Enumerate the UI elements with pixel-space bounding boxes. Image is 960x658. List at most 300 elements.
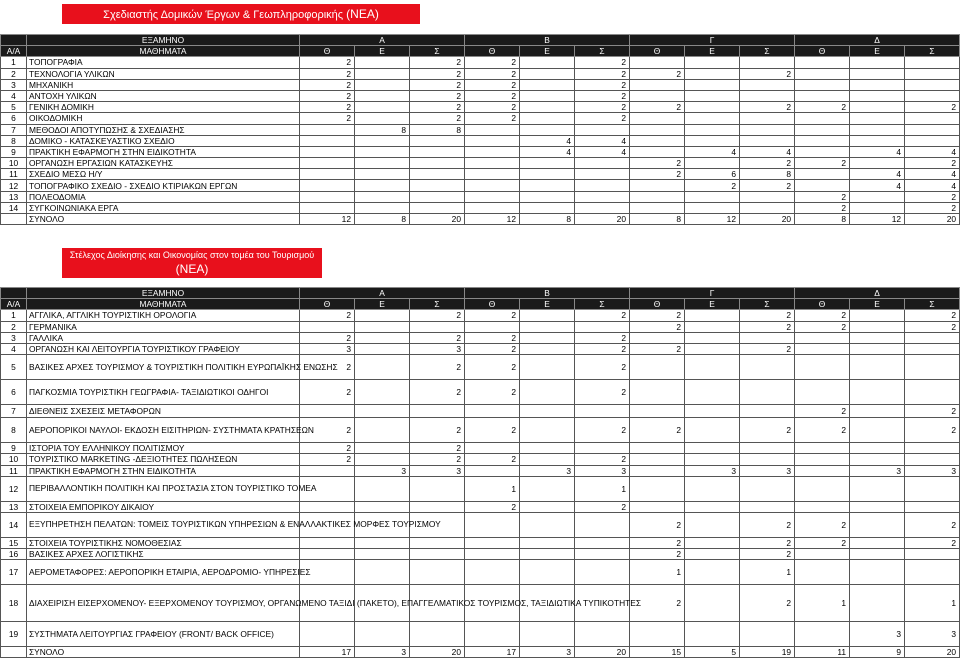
- subject-name: ΑΕΡΟΜΕΤΑΦΟΡΕΣ: ΑΕΡΟΠΟΡΙΚΗ ΕΤΑΙΡΙΑ, ΑΕΡΟΔΡΟΜΙΟ- ΥΠΗΡΕΣΙΕΣ: [27, 560, 300, 585]
- hours-cell: 2: [795, 191, 850, 202]
- subject-name: ΣΥΣΤΗΜΑΤΑ ΛΕΙΤΟΥΡΓΙΑΣ ΓΡΑΦΕΙΟΥ (FRONT/ BACK OFFICE): [27, 622, 300, 647]
- hours-cell: [850, 585, 905, 622]
- table-2-body: [1, 288, 960, 658]
- table-row: [1, 465, 960, 476]
- hours-cell: [355, 57, 410, 68]
- hours-cell: [850, 343, 905, 354]
- hours-cell: [465, 622, 520, 647]
- header-hours-type: Θ: [300, 299, 355, 310]
- hours-cell: [465, 135, 520, 146]
- hours-cell: [795, 560, 850, 585]
- subject-name: ΠΕΡΙΒΑΛΛΟΝΤΙΚΗ ΠΟΛΙΤΙΚΗ ΚΑΙ ΠΡΟΣΤΑΣΙΑ ΣΤΟΝ ΤΟΥΡΙΣΤΙΚΟ ΤΟΜΕΑ: [27, 476, 300, 501]
- header-hours-type: Θ: [795, 46, 850, 57]
- hours-cell: [630, 465, 685, 476]
- hours-cell: [520, 454, 575, 465]
- subject-name: ΣΤΟΙΧΕΙΑ ΕΜΠΟΡΙΚΟΥ ΔΙΚΑΙΟΥ: [27, 501, 300, 512]
- hours-cell: 2: [410, 57, 465, 68]
- hours-cell: [850, 57, 905, 68]
- hours-cell: [520, 79, 575, 90]
- hours-cell: [355, 454, 410, 465]
- hours-cell: 2: [905, 158, 960, 169]
- hours-cell: [850, 79, 905, 90]
- hours-cell: [850, 332, 905, 343]
- hours-cell: [465, 180, 520, 191]
- table-row: [1, 158, 960, 169]
- header-hours-type: Σ: [575, 46, 630, 57]
- hours-cell: 1: [630, 560, 685, 585]
- hours-cell: 2: [630, 343, 685, 354]
- hours-cell: [355, 68, 410, 79]
- hours-cell: 4: [575, 135, 630, 146]
- hours-cell: 3: [410, 343, 465, 354]
- hours-cell: 20: [410, 214, 465, 225]
- row-number: 17: [1, 560, 27, 585]
- hours-cell: 2: [740, 343, 795, 354]
- hours-cell: [685, 418, 740, 443]
- subject-name: ΑΝΤΟΧΗ ΥΛΙΚΩΝ: [27, 90, 300, 101]
- header-subjects: ΜΑΘΗΜΑΤΑ: [27, 46, 300, 57]
- hours-cell: [630, 57, 685, 68]
- hours-cell: [740, 405, 795, 418]
- hours-cell: [795, 549, 850, 560]
- hours-cell: [905, 79, 960, 90]
- table-row: [1, 202, 960, 213]
- hours-cell: [795, 113, 850, 124]
- table-row: [1, 57, 960, 68]
- header-aa: Α/Α: [1, 299, 27, 310]
- hours-cell: 2: [905, 321, 960, 332]
- hours-cell: 2: [575, 332, 630, 343]
- header-hours-type: Θ: [465, 299, 520, 310]
- hours-cell: [355, 343, 410, 354]
- hours-cell: [575, 158, 630, 169]
- hours-cell: [740, 380, 795, 405]
- hours-cell: [850, 68, 905, 79]
- header-semester-group: Α: [300, 35, 465, 46]
- hours-cell: [520, 560, 575, 585]
- hours-cell: 2: [740, 158, 795, 169]
- header-semester-group: Α: [300, 288, 465, 299]
- row-number: 14: [1, 202, 27, 213]
- hours-cell: [905, 124, 960, 135]
- hours-cell: [740, 57, 795, 68]
- table-row: [1, 343, 960, 354]
- hours-cell: [410, 169, 465, 180]
- hours-cell: [300, 501, 355, 512]
- hours-cell: [355, 135, 410, 146]
- hours-cell: 20: [905, 647, 960, 658]
- subject-name: ΠΡΑΚΤΙΚΗ ΕΦΑΡΜΟΓΗ ΣΤΗΝ ΕΙΔΙΚΟΤΗΤΑ: [27, 465, 300, 476]
- hours-cell: [355, 405, 410, 418]
- hours-cell: 2: [410, 454, 465, 465]
- hours-cell: 2: [465, 79, 520, 90]
- hours-cell: [850, 512, 905, 537]
- hours-cell: [520, 476, 575, 501]
- hours-cell: [630, 454, 685, 465]
- subject-name: ΙΣΤΟΡΙΑ ΤΟΥ ΕΛΛΗΝΙΚΟΥ ΠΟΛΙΤΙΣΜΟΥ: [27, 443, 300, 454]
- hours-cell: [685, 622, 740, 647]
- hours-cell: 2: [740, 310, 795, 321]
- table-row: [1, 90, 960, 101]
- hours-cell: [465, 537, 520, 548]
- header-hours-type: Ε: [520, 299, 575, 310]
- hours-cell: [355, 418, 410, 443]
- hours-cell: 12: [465, 214, 520, 225]
- hours-cell: [410, 202, 465, 213]
- hours-cell: [630, 135, 685, 146]
- row-number: 4: [1, 90, 27, 101]
- table-row: [1, 191, 960, 202]
- subject-name: ΟΡΓΑΝΩΣΗ ΚΑΙ ΛΕΙΤΟΥΡΓΙΑ ΤΟΥΡΙΣΤΙΚΟΥ ΓΡΑΦΕΙΟΥ: [27, 343, 300, 354]
- hours-cell: [465, 124, 520, 135]
- hours-cell: [685, 501, 740, 512]
- row-number: 8: [1, 135, 27, 146]
- hours-cell: [520, 501, 575, 512]
- hours-cell: 2: [740, 585, 795, 622]
- hours-cell: 2: [410, 90, 465, 101]
- hours-cell: [300, 169, 355, 180]
- hours-cell: [300, 191, 355, 202]
- hours-cell: [410, 622, 465, 647]
- hours-cell: 2: [575, 454, 630, 465]
- table-row: [1, 146, 960, 157]
- program-new-tag-2: (ΝΕΑ): [175, 262, 209, 276]
- hours-cell: 2: [300, 380, 355, 405]
- hours-cell: [355, 202, 410, 213]
- hours-cell: 20: [575, 647, 630, 658]
- hours-cell: [795, 501, 850, 512]
- hours-cell: [465, 560, 520, 585]
- hours-cell: 3: [520, 465, 575, 476]
- row-number: 13: [1, 501, 27, 512]
- row-number: 9: [1, 443, 27, 454]
- hours-cell: 2: [465, 501, 520, 512]
- hours-cell: [685, 57, 740, 68]
- hours-cell: 2: [795, 418, 850, 443]
- program-title-2: Στέλεχος Διοίκησης και Οικονομίας στον τομέα του Τουρισμού: [69, 250, 315, 260]
- program-title-banner-1: [62, 4, 420, 24]
- hours-cell: [520, 57, 575, 68]
- hours-cell: [795, 135, 850, 146]
- hours-cell: [630, 90, 685, 101]
- hours-cell: 12: [850, 214, 905, 225]
- hours-cell: 2: [575, 57, 630, 68]
- hours-cell: [300, 321, 355, 332]
- hours-cell: 3: [355, 465, 410, 476]
- hours-cell: 15: [630, 647, 685, 658]
- hours-cell: [520, 113, 575, 124]
- hours-cell: [520, 321, 575, 332]
- hours-cell: [740, 113, 795, 124]
- hours-cell: [355, 90, 410, 101]
- hours-cell: [300, 124, 355, 135]
- hours-cell: [850, 537, 905, 548]
- hours-cell: [795, 90, 850, 101]
- hours-cell: 2: [410, 332, 465, 343]
- hours-cell: 2: [410, 380, 465, 405]
- hours-cell: [520, 169, 575, 180]
- hours-cell: 2: [795, 405, 850, 418]
- hours-cell: [355, 443, 410, 454]
- subject-name: ΜΕΘΟΔΟΙ ΑΠΟΤΥΠΩΣΗΣ & ΣΧΕΔΙΑΣΗΣ: [27, 124, 300, 135]
- hours-cell: 8: [355, 214, 410, 225]
- hours-cell: 5: [685, 647, 740, 658]
- table-row: [1, 102, 960, 113]
- hours-cell: 2: [795, 537, 850, 548]
- subject-name: ΓΕΡΜΑΝΙΚΑ: [27, 321, 300, 332]
- hours-cell: [850, 476, 905, 501]
- subject-name: ΔΙΑΧΕΙΡΙΣΗ ΕΙΣΕΡΧΟΜΕΝΟΥ- ΕΞΕΡΧΟΜΕΝΟΥ ΤΟΥΡΙΣΜΟΥ, ΟΡΓΑΝΩΜΕΝΟ ΤΑΞΙΔΙ (ΠΑΚΕΤΟ), ΕΠΑΓΓΕΛΜΑΤΙΚΟΣ ΤΟΥΡΙΣΜΟΣ, ΤΑΞΙΔΙΩΤΙΚΑ ΤΥΠΙΚΟΤΗΤΕΣ: [27, 585, 300, 622]
- hours-cell: [465, 465, 520, 476]
- hours-cell: [575, 180, 630, 191]
- curriculum-table-1: [0, 34, 960, 225]
- hours-cell: [795, 146, 850, 157]
- hours-cell: [520, 549, 575, 560]
- hours-cell: 2: [410, 310, 465, 321]
- hours-cell: [740, 622, 795, 647]
- header-row-columns: [1, 299, 960, 310]
- hours-cell: [740, 454, 795, 465]
- hours-cell: [520, 124, 575, 135]
- hours-cell: [300, 158, 355, 169]
- subject-name: ΣΥΓΚΟΙΝΩΝΙΑΚΑ ΕΡΓΑ: [27, 202, 300, 213]
- table-row: [1, 68, 960, 79]
- hours-cell: [355, 169, 410, 180]
- program-title-banner-2: [62, 248, 322, 278]
- hours-cell: [905, 560, 960, 585]
- hours-cell: [630, 124, 685, 135]
- row-number: 1: [1, 310, 27, 321]
- subject-name: ΣΥΝΟΛΟ: [27, 214, 300, 225]
- hours-cell: [740, 355, 795, 380]
- hours-cell: [740, 202, 795, 213]
- header-hours-type: Σ: [740, 46, 795, 57]
- hours-cell: [630, 113, 685, 124]
- hours-cell: [465, 191, 520, 202]
- hours-cell: 2: [630, 102, 685, 113]
- hours-cell: 2: [465, 355, 520, 380]
- hours-cell: [795, 355, 850, 380]
- row-number: 9: [1, 146, 27, 157]
- hours-cell: [300, 180, 355, 191]
- hours-cell: [575, 443, 630, 454]
- hours-cell: [795, 622, 850, 647]
- subject-name: ΠΡΑΚΤΙΚΗ ΕΦΑΡΜΟΓΗ ΣΤΗΝ ΕΙΔΙΚΟΤΗΤΑ: [27, 146, 300, 157]
- subject-name: ΤΟΠΟΓΡΑΦΙΑ: [27, 57, 300, 68]
- hours-cell: [630, 405, 685, 418]
- hours-cell: [630, 146, 685, 157]
- hours-cell: 2: [740, 180, 795, 191]
- hours-cell: 2: [795, 310, 850, 321]
- header-semester-group: Β: [465, 35, 630, 46]
- hours-cell: [850, 560, 905, 585]
- hours-cell: [575, 512, 630, 537]
- hours-cell: 2: [300, 310, 355, 321]
- hours-cell: [410, 405, 465, 418]
- curriculum-table-2: [0, 287, 960, 658]
- hours-cell: 2: [630, 169, 685, 180]
- hours-cell: 3: [905, 622, 960, 647]
- hours-cell: [630, 355, 685, 380]
- subject-name: ΔΙΕΘΝΕΙΣ ΣΧΕΣΕΙΣ ΜΕΤΑΦΟΡΩΝ: [27, 405, 300, 418]
- hours-cell: [685, 113, 740, 124]
- hours-cell: 2: [575, 79, 630, 90]
- header-hours-type: Θ: [795, 299, 850, 310]
- hours-cell: [520, 310, 575, 321]
- row-number: 6: [1, 380, 27, 405]
- subject-name: ΑΓΓΛΙΚΑ, ΑΓΓΛΙΚΗ ΤΟΥΡΙΣΤΙΚΗ ΟΡΟΛΟΓΙΑ: [27, 310, 300, 321]
- row-number: 7: [1, 124, 27, 135]
- row-number: 10: [1, 454, 27, 465]
- hours-cell: 2: [740, 512, 795, 537]
- hours-cell: 2: [740, 102, 795, 113]
- hours-cell: [795, 443, 850, 454]
- table-1-body: [1, 35, 960, 225]
- hours-cell: [850, 380, 905, 405]
- hours-cell: 2: [465, 113, 520, 124]
- hours-cell: [850, 549, 905, 560]
- hours-cell: [795, 180, 850, 191]
- hours-cell: [685, 191, 740, 202]
- row-number: 1: [1, 57, 27, 68]
- hours-cell: [685, 343, 740, 354]
- hours-cell: 2: [795, 102, 850, 113]
- hours-cell: [795, 332, 850, 343]
- header-semester-group: Γ: [630, 35, 795, 46]
- hours-cell: 2: [300, 68, 355, 79]
- hours-cell: 1: [575, 476, 630, 501]
- hours-cell: [355, 380, 410, 405]
- hours-cell: 1: [905, 585, 960, 622]
- row-number: 14: [1, 512, 27, 537]
- hours-cell: [905, 57, 960, 68]
- hours-cell: 8: [410, 124, 465, 135]
- table-row: [1, 454, 960, 465]
- hours-cell: 9: [850, 647, 905, 658]
- hours-cell: 2: [465, 380, 520, 405]
- table-row: [1, 310, 960, 321]
- subject-name: ΠΑΓΚΟΣΜΙΑ ΤΟΥΡΙΣΤΙΚΗ ΓΕΩΓΡΑΦΙΑ- ΤΑΞΙΔΙΩΤΙΚΟΙ ΟΔΗΓΟΙ: [27, 380, 300, 405]
- table-row: [1, 501, 960, 512]
- header-aa: Α/Α: [1, 46, 27, 57]
- hours-cell: [905, 355, 960, 380]
- hours-cell: 2: [300, 454, 355, 465]
- hours-cell: [300, 202, 355, 213]
- hours-cell: [905, 332, 960, 343]
- hours-cell: [905, 90, 960, 101]
- table-row: [1, 560, 960, 585]
- hours-cell: 2: [575, 343, 630, 354]
- hours-cell: [300, 135, 355, 146]
- table-row: [1, 585, 960, 622]
- row-number: [1, 214, 27, 225]
- header-hours-type: Ε: [355, 46, 410, 57]
- hours-cell: 2: [300, 90, 355, 101]
- hours-cell: [520, 102, 575, 113]
- hours-cell: 2: [905, 102, 960, 113]
- header-semester-group: Δ: [795, 35, 960, 46]
- row-number: 16: [1, 549, 27, 560]
- hours-cell: [520, 332, 575, 343]
- hours-cell: [575, 549, 630, 560]
- hours-cell: 2: [905, 310, 960, 321]
- hours-cell: [685, 102, 740, 113]
- hours-cell: [905, 501, 960, 512]
- hours-cell: [795, 169, 850, 180]
- header-row-columns: [1, 46, 960, 57]
- hours-cell: [905, 443, 960, 454]
- hours-cell: [410, 549, 465, 560]
- hours-cell: 2: [630, 537, 685, 548]
- row-number: 10: [1, 158, 27, 169]
- hours-cell: 2: [300, 102, 355, 113]
- hours-cell: 3: [355, 647, 410, 658]
- hours-cell: [520, 537, 575, 548]
- hours-cell: [520, 405, 575, 418]
- hours-cell: 2: [905, 191, 960, 202]
- hours-cell: 2: [575, 102, 630, 113]
- hours-cell: [410, 146, 465, 157]
- header-hours-type: Σ: [905, 299, 960, 310]
- row-number: 2: [1, 321, 27, 332]
- hours-cell: [850, 158, 905, 169]
- subject-name: ΤΕΧΝΟΛΟΓΙΑ ΥΛΙΚΩΝ: [27, 68, 300, 79]
- hours-cell: [905, 454, 960, 465]
- hours-cell: 12: [685, 214, 740, 225]
- hours-cell: 2: [685, 180, 740, 191]
- row-number: 3: [1, 79, 27, 90]
- table-row: [1, 79, 960, 90]
- hours-cell: 3: [850, 622, 905, 647]
- hours-cell: [795, 68, 850, 79]
- hours-cell: [905, 476, 960, 501]
- hours-cell: [575, 622, 630, 647]
- hours-cell: [740, 332, 795, 343]
- hours-cell: [685, 585, 740, 622]
- hours-cell: 1: [795, 585, 850, 622]
- hours-cell: 2: [795, 512, 850, 537]
- hours-cell: 4: [520, 146, 575, 157]
- hours-cell: [740, 191, 795, 202]
- hours-cell: 4: [905, 146, 960, 157]
- row-number: 11: [1, 169, 27, 180]
- hours-cell: 2: [905, 202, 960, 213]
- hours-cell: [685, 321, 740, 332]
- hours-cell: [685, 310, 740, 321]
- hours-cell: [355, 310, 410, 321]
- hours-cell: [520, 380, 575, 405]
- hours-cell: [850, 321, 905, 332]
- hours-cell: [520, 180, 575, 191]
- header-semester-group: Β: [465, 288, 630, 299]
- hours-cell: 2: [630, 512, 685, 537]
- hours-cell: 20: [410, 647, 465, 658]
- subject-name: ΤΟΥΡΙΣΤΙΚΟ MARKETING -ΔΕΞΙΟΤΗΤΕΣ ΠΩΛΗΣΕΩΝ: [27, 454, 300, 465]
- hours-cell: [685, 405, 740, 418]
- hours-cell: [355, 146, 410, 157]
- hours-cell: [685, 476, 740, 501]
- hours-cell: 2: [575, 68, 630, 79]
- table-row: [1, 476, 960, 501]
- header-hours-type: Ε: [355, 299, 410, 310]
- row-number: 11: [1, 465, 27, 476]
- hours-cell: [685, 202, 740, 213]
- hours-cell: [740, 124, 795, 135]
- hours-cell: [630, 380, 685, 405]
- subject-name: ΠΟΛΕΟΔΟΜΙΑ: [27, 191, 300, 202]
- hours-cell: 3: [410, 465, 465, 476]
- hours-cell: 2: [905, 405, 960, 418]
